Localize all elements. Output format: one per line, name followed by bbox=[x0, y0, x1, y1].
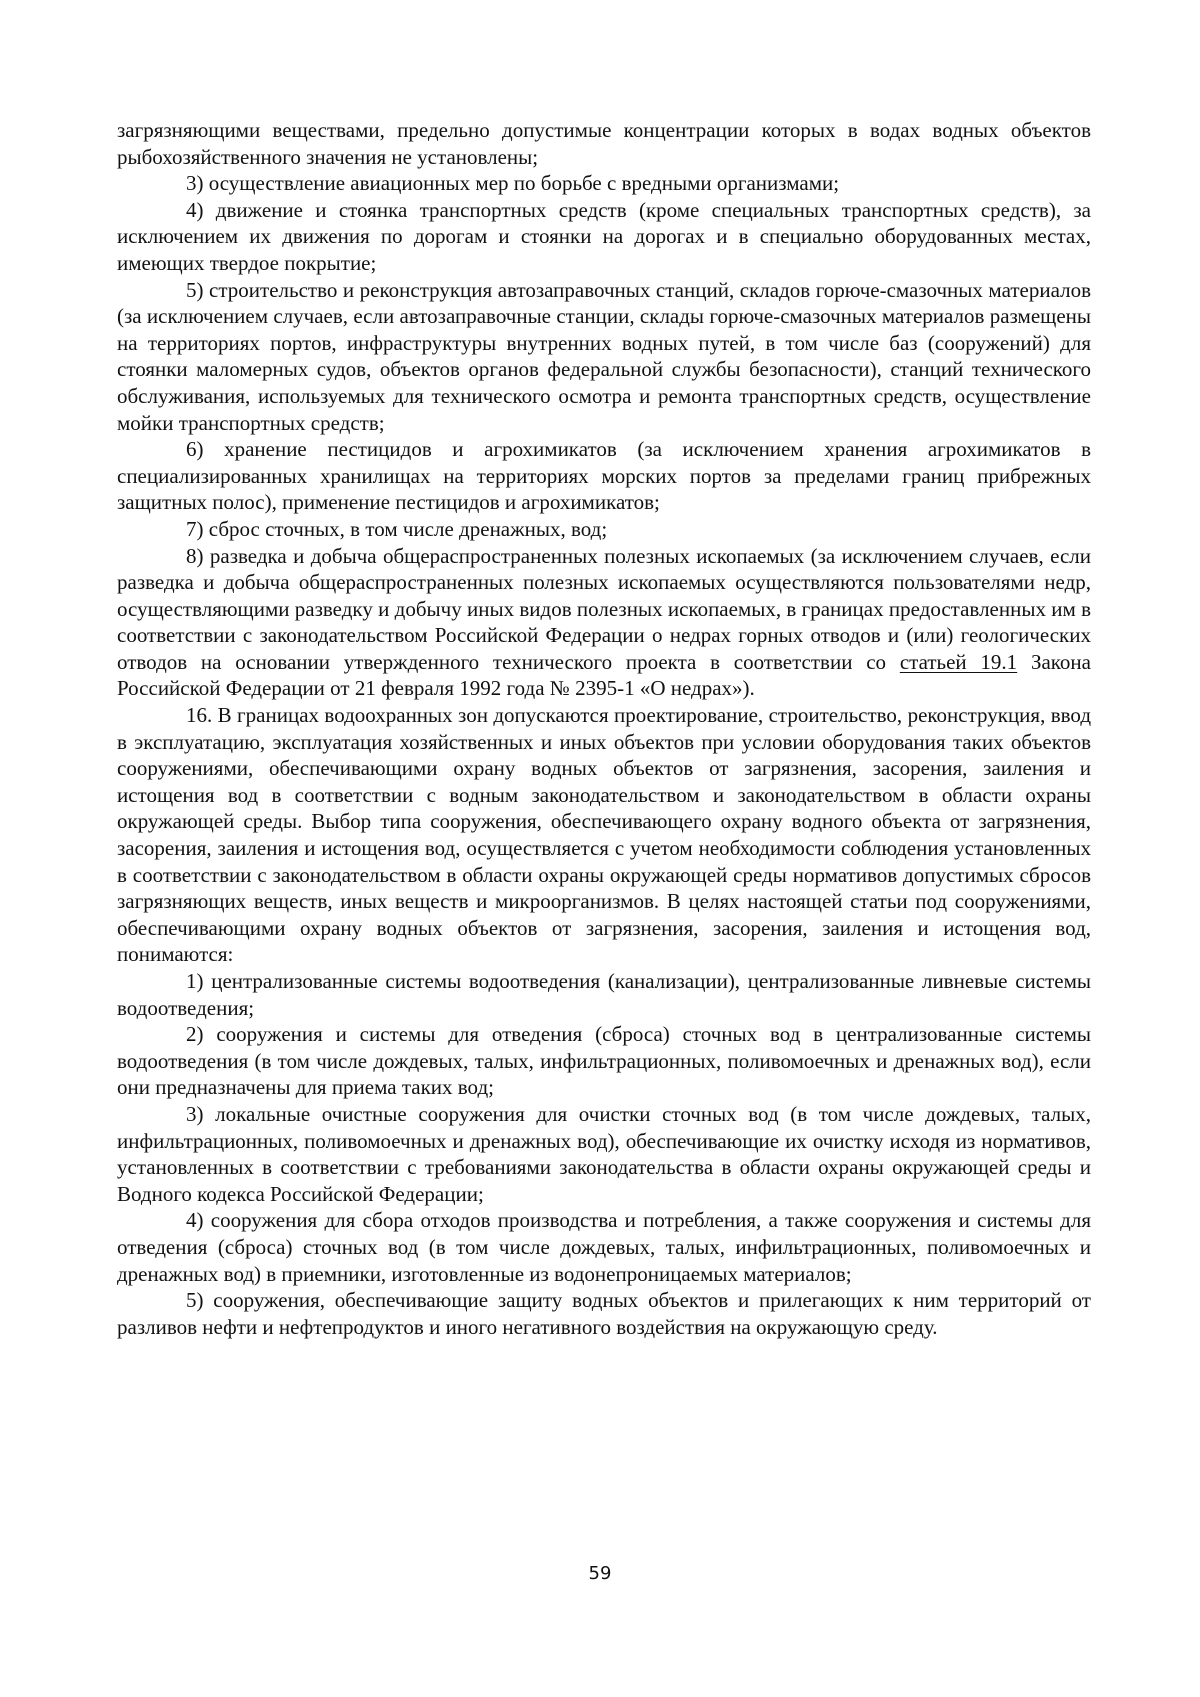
paragraph-item-5: 5) строительство и реконструкция автозаправочных станций, складов горюче-смазочных материалов (за исключением случаев, если автозаправочные станции, склады горюче-смазочных материалов размещены на территориях портов, инфраструктуры внутренних водных путей, в том числе баз (сооружений) для стоянки маломерных судов, объектов органов федеральной службы безопасности), станций технического обслуживания, используемых для технического осмотра и ремонта транспортных средств, осуществление мойки транспортных средств; bbox=[117, 277, 1091, 435]
article-19-1-link[interactable]: статьей 19.1 bbox=[899, 649, 1018, 674]
paragraph-item-3: 3) осуществление авиационных мер по борьбе с вредными организмами; bbox=[186, 171, 840, 196]
paragraph-item-8-text-after: Закона Российской Федерации от 21 февраля 1992 года № 2395-1 «О недрах»). bbox=[117, 649, 1091, 701]
page-number: 59 bbox=[588, 1563, 612, 1584]
paragraph-structure-5: 5) сооружения, обеспечивающие защиту водных объектов и прилегающих к ним территорий от разливов нефти и нефтепродуктов и иного негативного воздействия на окружающую среду. bbox=[117, 1288, 1091, 1339]
paragraph-structure-1: 1) централизованные системы водоотведения (канализации), централизованные ливневые системы водоотведения; bbox=[117, 969, 1091, 1020]
paragraph-section-16: 16. В границах водоохранных зон допускаются проектирование, строительство, реконструкция, ввод в эксплуатацию, эксплуатация хозяйственных и иных объектов при условии оборудования таких объектов сооружениями, обеспечивающими охрану водных объектов от загрязнения, засорения, заиления и истощения вод в соответствии с водным законодательством и законодательством в области охраны окружающей среды. Выбор типа сооружения, обеспечивающего охрану водного объекта от загрязнения, засорения, заиления и истощения вод, осуществляется с учетом необходимости соблюдения установленных в соответствии с законодательством в области охраны окружающей среды нормативов допустимых сбросов загрязняющих веществ, иных веществ и микроорганизмов. В целях настоящей статьи под сооружениями, обеспечивающими охрану водных объектов от загрязнения, засорения, заиления и истощения вод, понимаются: bbox=[117, 703, 1091, 967]
paragraph-structure-3: 3) локальные очистные сооружения для очистки сточных вод (в том числе дождевых, талых, инфильтрационных, поливомоечных и дренажных вод), обеспечивающие их очистку исходя из нормативов, установленных в соответствии с требованиями законодательства в области охраны окружающей среды и Водного кодекса Российской Федерации; bbox=[117, 1101, 1091, 1206]
paragraph-continuation: загрязняющими веществами, предельно допустимые концентрации которых в водах водных объектов рыбохозяйственного значения не установлены; bbox=[117, 118, 1091, 169]
paragraph-item-6: 6) хранение пестицидов и агрохимикатов (за исключением хранения агрохимикатов в специализированных хранилищах на территориях морских портов за пределами границ прибрежных защитных полос), применение пестицидов и агрохимикатов; bbox=[117, 437, 1091, 515]
paragraph-structure-4: 4) сооружения для сбора отходов производства и потребления, а также сооружения и системы для отведения (сброса) сточных вод (в том числе дождевых, талых, инфильтрационных, поливомоечных и дренажных вод) в приемники, изготовленные из водонепроницаемых материалов; bbox=[117, 1208, 1091, 1286]
document-body bbox=[117, 117, 1091, 1340]
paragraph-item-7: 7) сброс сточных, в том числе дренажных, вод; bbox=[186, 516, 608, 541]
paragraph-structure-2: 2) сооружения и системы для отведения (сброса) сточных вод в централизованные системы водоотведения (в том числе дождевых, талых, инфильтрационных, поливомоечных и дренажных вод), если они предназначены для приема таких вод; bbox=[117, 1022, 1091, 1100]
paragraph-item-4: 4) движение и стоянка транспортных средств (кроме специальных транспортных средств), за исключением их движения по дорогам и стоянки на дорогах и в специально оборудованных местах, имеющих твердое покрытие; bbox=[117, 197, 1091, 275]
document-page bbox=[117, 117, 1091, 1587]
paragraph-item-8-text-before: 8) разведка и добыча общераспространенных полезных ископаемых (за исключением случаев, если разведка и добыча общераспространенных полезных ископаемых осуществляются пользователями недр, осуществляющими разведку и добычу иных видов полезных ископаемых, в границах предоставленных им в соответствии с законодательством Российской Федерации о недрах горных отводов и (или) геологических отводов на основании утвержденного технического проекта в соответствии со bbox=[117, 543, 1091, 674]
paragraph-item-8 bbox=[117, 543, 1091, 703]
